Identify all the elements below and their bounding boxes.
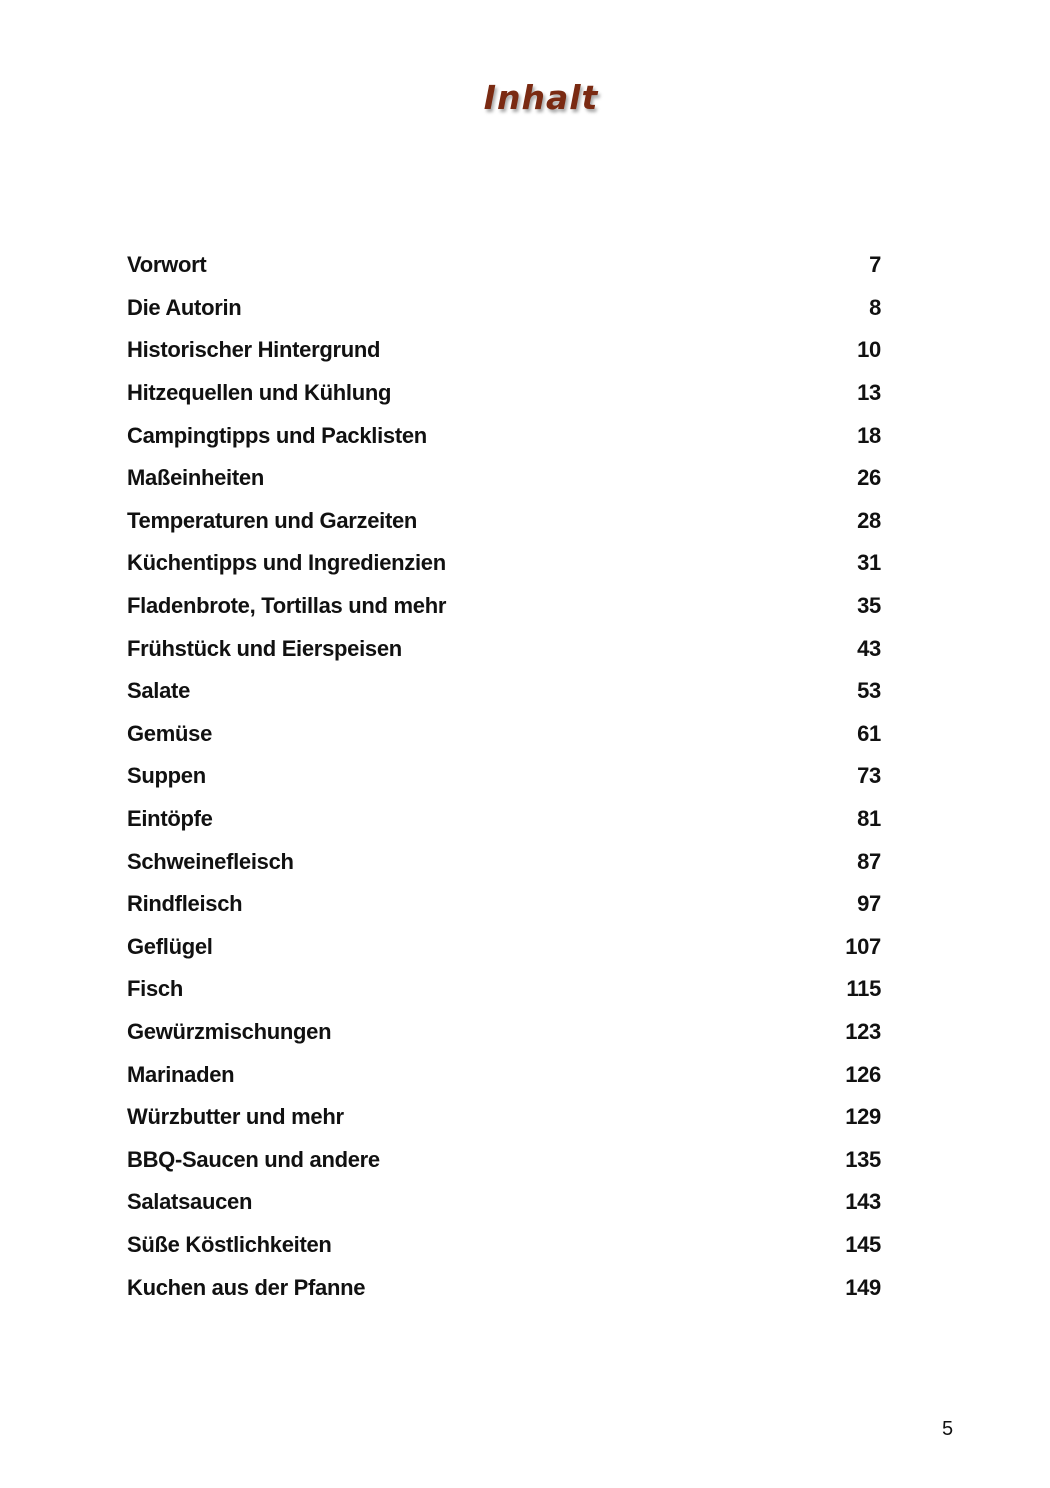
toc-entry <box>127 926 881 969</box>
toc-entry-page: 8 <box>869 294 881 320</box>
toc-entry-title: Die Autorin <box>127 294 242 320</box>
toc-entry-page: 87 <box>857 848 881 874</box>
toc-entry-page: 129 <box>845 1104 881 1130</box>
toc-entry-page: 145 <box>845 1231 881 1257</box>
toc-entry-title: Campingtipps und Packlisten <box>127 422 427 448</box>
toc-entry-title: Süße Köstlichkeiten <box>127 1231 332 1257</box>
toc-entry-title: Schweinefleisch <box>127 848 294 874</box>
toc-entry <box>127 372 881 415</box>
toc-entry-page: 97 <box>857 891 881 917</box>
toc-entry-title: Fladenbrote, Tortillas und mehr <box>127 593 447 619</box>
toc-entry-page: 18 <box>857 422 881 448</box>
toc-entry-page: 123 <box>845 1018 881 1044</box>
toc-entry <box>127 1096 881 1139</box>
toc-entry-page: 10 <box>857 337 881 363</box>
toc-entry-page: 53 <box>857 678 881 704</box>
toc-entry-page: 26 <box>857 465 881 491</box>
toc-entry <box>127 1053 881 1096</box>
toc-entry-title: Historischer Hintergrund <box>127 337 381 363</box>
toc-entry-page: 28 <box>857 507 881 533</box>
toc-entry <box>127 883 881 926</box>
toc-entry-page: 135 <box>845 1146 881 1172</box>
toc-entry <box>127 1138 881 1181</box>
toc-entry-title: Temperaturen und Garzeiten <box>127 507 418 533</box>
toc-entry-title: Eintöpfe <box>127 806 213 832</box>
toc-entry <box>127 670 881 713</box>
page-title: Inhalt <box>483 78 599 117</box>
toc-entry-page: 7 <box>869 252 881 278</box>
toc-entry-title: Frühstück und Eierspeisen <box>127 635 402 661</box>
toc-entry-page: 115 <box>846 976 881 1002</box>
toc-entry <box>127 1224 881 1267</box>
toc-entry-page: 143 <box>845 1189 881 1215</box>
toc-entry-title: Würzbutter und mehr <box>127 1104 344 1130</box>
toc-entry-page: 43 <box>857 635 881 661</box>
toc-entry-title: Hitzequellen und Kühlung <box>127 380 392 406</box>
toc-entry <box>127 1181 881 1224</box>
toc-entry-page: 149 <box>845 1274 881 1300</box>
toc-entry-title: Gewürzmischungen <box>127 1018 332 1044</box>
toc-entry-page: 81 <box>857 806 881 832</box>
toc-entry-title: Gemüse <box>127 720 213 746</box>
toc-entry <box>127 329 881 372</box>
toc-entry-title: Maßeinheiten <box>127 465 264 491</box>
toc-entry-title: Vorwort <box>127 252 207 278</box>
toc-entry <box>127 500 881 543</box>
table-of-contents <box>127 244 881 1309</box>
toc-entry-page: 107 <box>845 933 881 959</box>
toc-entry-title: Salatsaucen <box>127 1189 253 1215</box>
toc-entry <box>127 840 881 883</box>
toc-entry <box>127 755 881 798</box>
toc-entry <box>127 414 881 457</box>
toc-entry-page: 126 <box>845 1061 881 1087</box>
toc-entry <box>127 713 881 756</box>
toc-entry-page: 61 <box>857 720 881 746</box>
toc-entry-title: Marinaden <box>127 1061 235 1087</box>
toc-entry-title: Fisch <box>127 976 183 1002</box>
toc-entry-page: 31 <box>857 550 881 576</box>
toc-entry-title: Geflügel <box>127 933 213 959</box>
toc-entry <box>127 627 881 670</box>
toc-entry <box>127 542 881 585</box>
toc-entry-title: Küchentipps und Ingredienzien <box>127 550 446 576</box>
toc-entry-title: Salate <box>127 678 191 704</box>
toc-entry-page: 35 <box>857 593 881 619</box>
toc-entry <box>127 585 881 628</box>
toc-entry-title: BBQ-Saucen und andere <box>127 1146 380 1172</box>
toc-entry-title: Suppen <box>127 763 206 789</box>
toc-entry <box>127 287 881 330</box>
toc-entry-page: 73 <box>857 763 881 789</box>
toc-entry-page: 13 <box>857 380 881 406</box>
toc-entry <box>127 1266 881 1309</box>
toc-entry <box>127 798 881 841</box>
toc-entry <box>127 244 881 287</box>
page-number: 5 <box>942 1418 954 1440</box>
toc-entry <box>127 968 881 1011</box>
toc-entry-title: Kuchen aus der Pfanne <box>127 1274 366 1300</box>
toc-entry-title: Rindfleisch <box>127 891 243 917</box>
toc-entry <box>127 457 881 500</box>
toc-entry <box>127 1011 881 1054</box>
